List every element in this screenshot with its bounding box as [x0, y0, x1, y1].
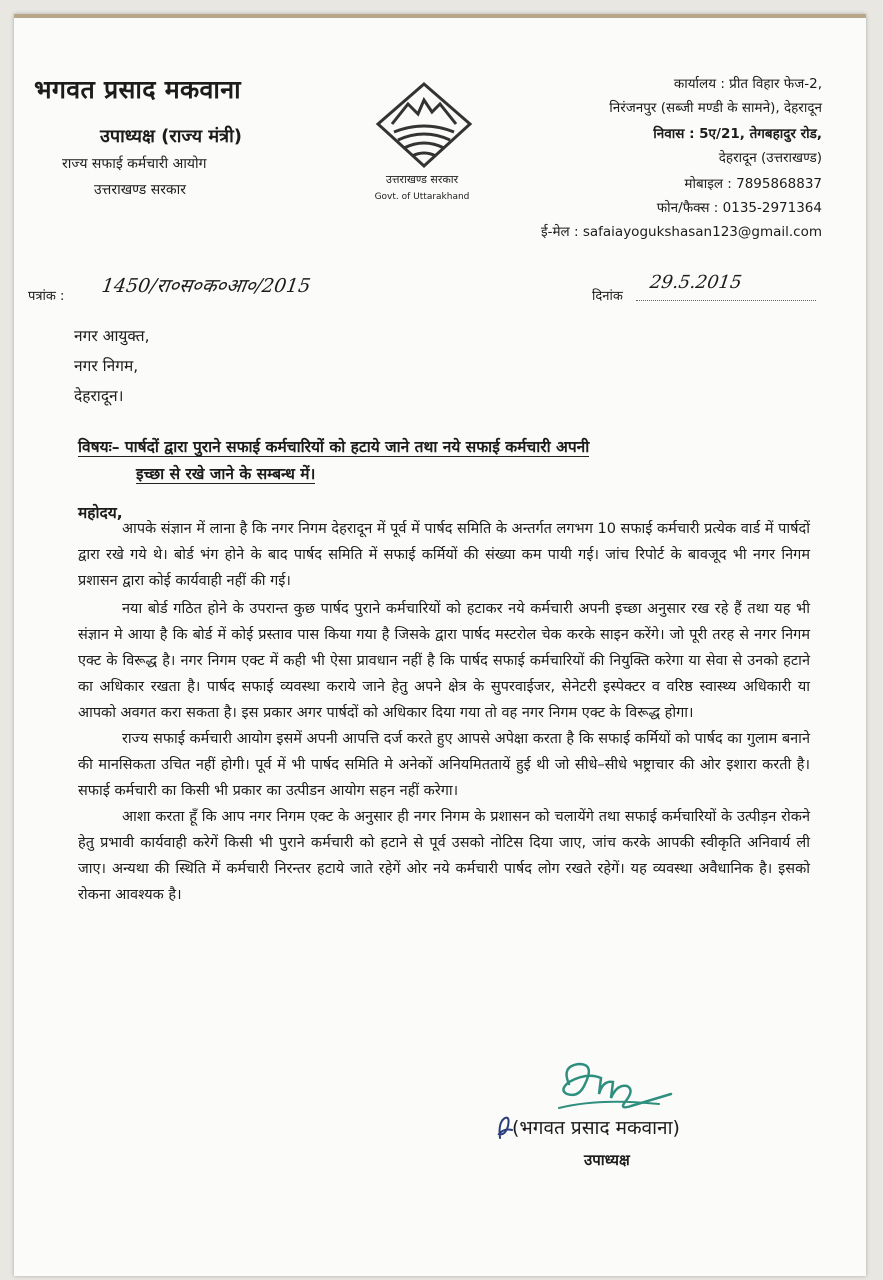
- signatory-name: (भगवत प्रसाद मकवाना): [512, 1117, 680, 1139]
- uttarakhand-emblem-icon: [374, 80, 474, 170]
- phone-fax: फोन/फैक्स : 0135-2971364: [656, 200, 822, 216]
- date-dotted-line: [636, 300, 816, 301]
- body-paragraph: आशा करता हूँ कि आप नगर निगम एक्ट के अनुसार ही नगर निगम के प्रशासन को चलायेंगे तथा सफाई कर्मचारियों के उत्पीड़न रोकने हेतु प्रभावी कार्यवाही करेगें किसी भी पुराने कर्मचारी को हटाने से पूर्व उसको नोटिस दिया जाए, जांच करके आपकी स्वीकृति अनिवार्य ली जाए। अन्यथा की स्थिति में कर्मचारी निरन्तर हटाये जाते रहेगें ओर नये कर्मचारी पार्षद लोग रखते रहेगें। यह व्यवस्था अवैधानिक है। इसको रोकना आवश्यक है।: [78, 809, 810, 903]
- subject-line2: इच्छा से रखे जाने के सम्बन्ध में।: [136, 465, 316, 483]
- sender-organization: राज्य सफाई कर्मचारी आयोग: [62, 156, 207, 172]
- signatory-title: उपाध्यक्ष: [584, 1151, 630, 1169]
- top-border: [14, 14, 866, 18]
- recipient-line: देहरादून।: [74, 387, 124, 405]
- body-paragraph: राज्य सफाई कर्मचारी आयोग इसमें अपनी आपत्ति दर्ज करते हुए आपसे अपेक्षा करता है कि सफाई कर्मियों को पार्षद का गुलाम बनाने की मानसिकता उचित नहीं होगी। पूर्व में भी पार्षद समिति मे अनेकों अनियमिततायें हुई थी जो सीधे–सीधे भष्ट्राचार की ओर इशारा करती है। सफाई कर्मचारी का किसी भी प्रकार का उत्पीडन आयोग सहन नहीं करेगा।: [78, 731, 810, 799]
- reference-number: 1450/रा०स०क०आ०/2015: [100, 275, 312, 297]
- recipient-line: नगर निगम,: [74, 357, 139, 375]
- email-address: ई-मेल : safaiayogukshasan123@gmail.com: [540, 224, 822, 240]
- sender-name: भगवत प्रसाद मकवाना: [34, 75, 241, 104]
- residence-address-line2: देहरादून (उत्तराखण्ड): [718, 150, 822, 166]
- letter-page: [14, 14, 866, 1276]
- office-address-line1: कार्यालय : प्रीत विहार फेज-2,: [673, 76, 822, 92]
- salutation: महोदय,: [78, 504, 123, 522]
- emblem-caption-english: Govt. of Uttarakhand: [374, 192, 470, 202]
- residence-address-line1: निवास : 5ए/21, तेगबहादुर रोड,: [653, 126, 822, 142]
- subject: [78, 434, 738, 488]
- mobile-number: मोबाइल : 7895868837: [684, 176, 822, 192]
- body-paragraph: आपके संज्ञान में लाना है कि नगर निगम देहरादून में पूर्व में पार्षद समिति के अन्तर्गत लगभग 10 सफाई कर्मचारी प्रत्येक वार्ड में पार्षदों द्वारा रखे गये थे। बोर्ड भंग होने के बाद पार्षद समिति में सफाई कर्मियों की संख्या कम पायी गई। जांच रिपोर्ट के बावजूद भी नगर निगम प्रशासन द्वारा कोई कार्यवाही नहीं की गई।: [78, 521, 810, 589]
- letter-body: [78, 516, 810, 908]
- recipient-line: नगर आयुक्त,: [74, 327, 150, 345]
- subject-line1: विषयः– पार्षदों द्वारा पुराने सफाई कर्मचारियों को हटाये जाने तथा नये सफाई कर्मचारी अपनी: [78, 438, 590, 456]
- sender-government: उत्तराखण्ड सरकार: [94, 182, 187, 198]
- body-paragraph: नया बोर्ड गठित होने के उपरान्त कुछ पार्षद पुराने कर्मचारियों को हटाकर नये कर्मचारी अपनी इच्छा अनुसार रख रहे हैं तथा यह भी संज्ञान मे आया है कि बोर्ड में कोई प्रस्ताव पास किया गया है जिसके द्वारा पार्षद मस्टरोल चेक करके साइन करेंगे। जो पूरी तरह से नगर निगम एक्ट के विरूद्ध है। नगर निगम एक्ट में कही भी ऐसा प्रावधान नहीं है कि पार्षद सफाई कर्मचारियों की नियुक्ति करेगा या सेवा से उनको हटाने का अधिकार रखता है। पार्षद सफाई व्यवस्था कराये जाने हेतु अपने क्षेत्र के सुपरवाईजर, सेनेटरी इस्पेक्टर व वरिष्ठ स्वास्थ्य अधिकारी या आपको अवगत करा सकता है। इस प्रकार अगर पार्षदों को अधिकार दिया गया तो वह नगर निगम एक्ट के विरूद्ध होगा।: [78, 601, 810, 721]
- date-value: 29.5.2015: [648, 272, 744, 293]
- reference-label: पत्रांक :: [28, 289, 65, 304]
- date-label: दिनांक: [592, 289, 623, 304]
- emblem-caption-hindi: उत्तराखण्ड सरकार: [385, 173, 459, 186]
- sender-role: उपाध्यक्ष (राज्य मंत्री): [100, 126, 242, 147]
- office-address-line2: निरंजनपुर (सब्जी मण्डी के सामने), देहरादून: [609, 100, 822, 116]
